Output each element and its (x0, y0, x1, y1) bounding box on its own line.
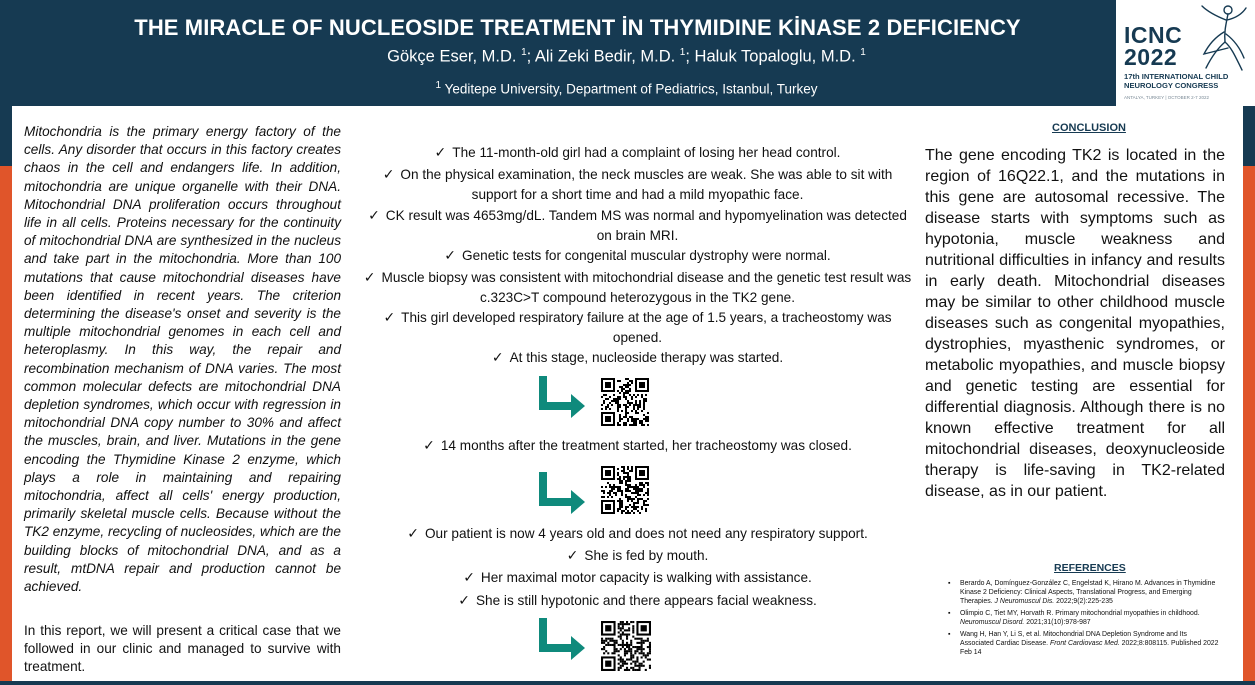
logo-line2: 2022 (1124, 44, 1178, 70)
case-item (360, 348, 915, 368)
reference-journal: Neuromuscul Disord. (960, 619, 1025, 626)
check-icon: ✓ (463, 569, 475, 585)
references-heading: REFERENCES (1054, 562, 1126, 574)
right-stripe (1243, 166, 1255, 685)
case-item-text: Genetic tests for congenital muscular dystrophy were normal. (462, 248, 831, 263)
left-stripe-top (0, 106, 12, 166)
case-item (360, 591, 915, 611)
case-item (360, 436, 915, 456)
case-item (360, 268, 915, 307)
bottom-bar (0, 681, 1255, 685)
logo-location: ANTALYA, TURKEY | OCTOBER 2-7 2022 (1124, 95, 1209, 100)
case-item-text: This girl developed respiratory failure at the age of 1.5 years, a tracheostomy was opened. (401, 310, 892, 345)
check-icon: ✓ (368, 207, 380, 223)
reference-tail: 2022;9(2):225-235 (1056, 598, 1113, 605)
affiliation-sup: 1 (435, 80, 442, 91)
author-1: Gökçe Eser, M.D. (387, 47, 517, 66)
check-icon: ✓ (566, 547, 579, 563)
check-icon: ✓ (491, 349, 504, 365)
affiliation-text: Yeditepe University, Department of Pediatrics, Istanbul, Turkey (444, 81, 818, 97)
check-icon: ✓ (444, 247, 456, 263)
case-item-text: The 11-month-old girl had a complaint of losing her head control. (452, 145, 841, 160)
reference-item (948, 630, 1220, 657)
check-icon: ✓ (434, 144, 447, 160)
case-item-text: She is still hypotonic and there appears facial weakness. (475, 593, 817, 608)
check-icon: ✓ (423, 437, 435, 453)
left-stripe (0, 166, 12, 685)
case-item (360, 546, 915, 566)
congress-logo (1116, 0, 1255, 106)
arrow-right-icon (537, 618, 587, 660)
reference-journal: J Neuromuscul Dis. (994, 598, 1055, 605)
qr-code-icon[interactable] (601, 466, 649, 514)
poster-title: THE MIRACLE OF NUCLEOSIDE TREATMENT İN THYMIDINE KİNASE 2 DEFICIENCY (134, 15, 1021, 40)
conclusion-text: The gene encoding TK2 is located in the region of 16Q22.1, and the mutations in this gene are autosomal recessive. The disease starts with symptoms such as hypotonia, muscle weakness and nutritional difficulties in infancy and results in early death. Mitochondrial diseases may be similar to other childhood muscle diseases such as congenital myopathies, dystrophies, myasthenic syndromes, or metabolic myopathies, and muscle biopsy and genetic testing are essential for differential diagnosis. Although there is no known effective treatment for all mitochondrial diseases, deoxynucleoside therapy is life-saving in TK2-related disease, as in our patient. (925, 147, 1225, 500)
case-item (360, 568, 915, 588)
logo-subtitle (1124, 72, 1228, 90)
logo-wordmark (1124, 24, 1182, 68)
author-2-sup: 1 (679, 47, 686, 58)
reference-tail: 2022;8:808115. Published 2022 Feb 14 (960, 640, 1219, 656)
authors-line (0, 44, 1255, 70)
logo-line1: ICNC (1124, 22, 1183, 48)
case-item-text: 14 months after the treatment started, her tracheostomy was closed. (440, 438, 852, 453)
right-stripe-top (1243, 106, 1255, 166)
introduction-text: Mitochondria is the primary energy factory of the cells. Any disorder that occurs in this factory creates chaos in the cell and endangers life. In addition, mitochondria are unique organelle with their DNA. Mitochondrial DNA proliferation occurs throughout life in all cells. Proteins necessary for the continuity of mitochondrial DNA are synthesized in the nucleus and take part in the mitochondria. More than 100 mutations that cause mitochondrial diseases have been identified in recent years. The criterion determining the disease's onset and severity is the multiple mitochondrial genomes in each cell and heteroplasmy. In this way, the repair and recombination mechanism of DNA varies. The most common molecular defects are mitochondrial DNA depletion syndromes, which occur with regression in mitochondrial DNA copy number to 30% and affect the muscles, brain, and liver. Mutations in the gene encoding the Thymidine Kinase 2 enzyme, which plays a role in maintaining and repairing mitochondria, affect all cells' energy production, primarily skeletal muscle cells. Because without the TK2 enzyme, recycling of nucleosides, which are the building blocks of mitochondrial DNA, and as a result, mtDNA repair and production cannot be achieved. (24, 124, 341, 595)
case-item-text: Her maximal motor capacity is walking with assistance. (480, 570, 812, 585)
affiliation (0, 80, 1255, 97)
author-1-sup: 1 (521, 47, 527, 58)
reference-item (948, 609, 1220, 627)
dancer-icon (1198, 2, 1250, 74)
check-icon: ✓ (458, 592, 470, 608)
case-item-text: On the physical examination, the neck muscles are weak. She was able to sit with support for a short time and had a mild myopathic face. (400, 167, 893, 202)
case-item-text: Our patient is now 4 years old and does not need any respiratory support. (424, 526, 868, 541)
check-icon: ✓ (383, 309, 396, 325)
case-item (360, 524, 915, 544)
check-icon: ✓ (363, 269, 376, 285)
author-sep: ; (685, 47, 690, 66)
check-icon: ✓ (407, 525, 419, 541)
case-item (360, 165, 915, 204)
case-item (360, 246, 915, 266)
case-item-text: At this stage, nucleoside therapy was started. (509, 350, 784, 365)
references-list (948, 579, 1220, 660)
case-item (360, 143, 915, 163)
reference-text: Wang H, Han Y, Li S, et al. Mitochondrial DNA Depletion Syndrome and Its Associated Cardiac Disease. (960, 631, 1187, 647)
case-item (360, 308, 915, 347)
case-item-text: Muscle biopsy was consistent with mitochondrial disease and the genetic test result was c.323C>T compound heterozygous in the TK2 gene. (381, 270, 912, 305)
arrow-right-icon (537, 472, 587, 514)
logo-sub2: NEUROLOGY CONGRESS (1124, 81, 1219, 90)
case-item-text: CK result was 4653mg/dL. Tandem MS was normal and hypomyelination was detected on brain MRI. (385, 208, 907, 243)
logo-sub1: 17th INTERNATIONAL CHILD (1124, 72, 1229, 81)
author-3-sup: 1 (860, 47, 866, 58)
qr-code-icon[interactable] (601, 378, 649, 426)
author-sep: ; (526, 47, 532, 66)
reference-item (948, 579, 1220, 606)
qr-code-icon[interactable] (601, 621, 651, 671)
case-item (360, 206, 915, 245)
report-text: In this report, we will present a critical case that we followed in our clinic and managed to survive with treatment. (24, 623, 341, 675)
author-2: Ali Zeki Bedir, M.D. (534, 47, 676, 66)
case-item-text: She is fed by mouth. (584, 548, 709, 563)
reference-tail: 2021;31(10):978-987 (1026, 619, 1091, 626)
arrow-right-icon (537, 376, 587, 418)
conclusion-heading: CONCLUSION (1052, 122, 1126, 134)
check-icon: ✓ (382, 166, 395, 182)
reference-text: Olimpio C, Tiet MY, Horvath R. Primary mitochondrial myopathies in childhood. (960, 610, 1200, 617)
author-3: Haluk Topaloglu, M.D. (694, 47, 856, 66)
reference-journal: Front Cardiovasc Med. (1050, 640, 1120, 647)
reference-text: Berardo A, Domínguez-González C, Engelstad K, Hirano M. Advances in Thymidine Kinase 2 Deficiency: Clinical Aspects, Translational Progress, and Emerging Therapies. (960, 580, 1216, 605)
